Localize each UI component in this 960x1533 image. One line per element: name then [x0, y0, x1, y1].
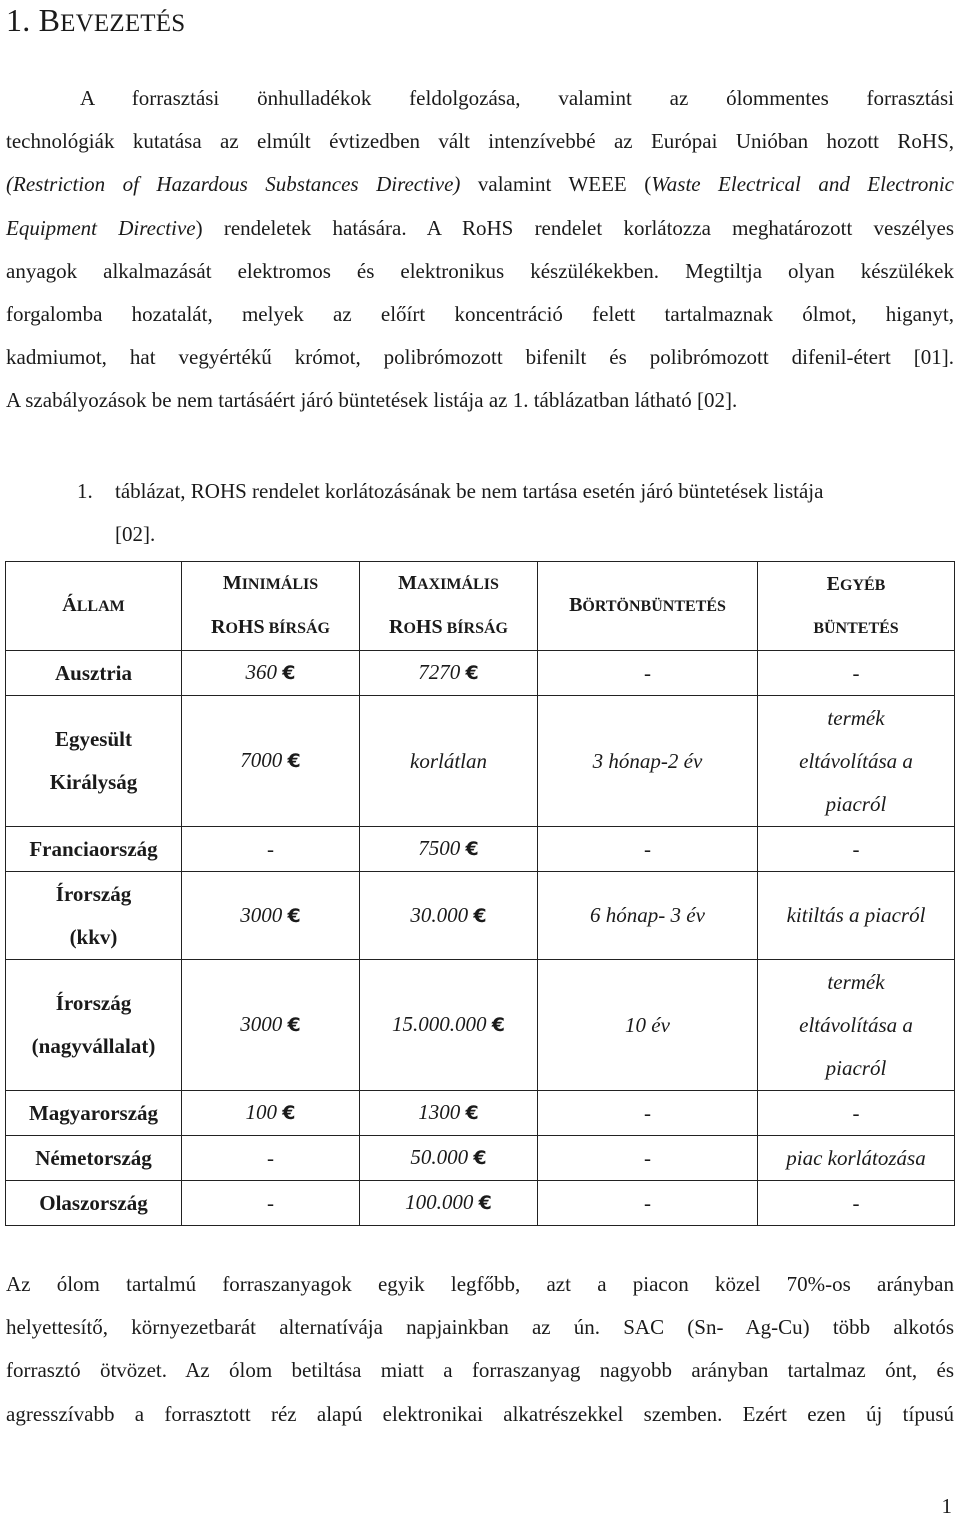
cell-min-fine: 3000 € [182, 872, 360, 960]
header-other: EGYÉB BÜNTETÉS [758, 562, 955, 651]
header-max-fine: MAXIMÁLIS ROHS BÍRSÁG [360, 562, 538, 651]
header-min-fine: MINIMÁLIS ROHS BÍRSÁG [182, 562, 360, 651]
page-number: 1 [941, 1494, 952, 1518]
cell-country: Írország (nagyvállalat) [6, 960, 182, 1091]
penalties-table [5, 561, 955, 1226]
heading-number: 1. [6, 2, 31, 38]
euro-icon: € [287, 1014, 301, 1036]
euro-icon: € [282, 1102, 296, 1124]
intro-paragraph [6, 77, 954, 423]
euro-icon: € [478, 1192, 492, 1214]
intro-line-5: anyagok alkalmazását elektromos és elektronikus készülékekben. Megtiltja olyan készülékek [6, 258, 954, 283]
cell-other: - [758, 1091, 955, 1136]
euro-icon: € [282, 662, 296, 684]
heading-rest: EVEZETÉS [60, 10, 186, 37]
euro-icon: € [465, 662, 479, 684]
cell-country: Olaszország [6, 1181, 182, 1226]
intro-line-3-plain: valamint WEEE ( [460, 172, 652, 197]
table-row [6, 872, 955, 960]
table-row [6, 1136, 955, 1181]
cell-other: - [758, 651, 955, 696]
table-caption [77, 470, 957, 556]
section-heading [6, 0, 185, 44]
table-row [6, 960, 955, 1091]
cell-other: termék eltávolítása a piacról [758, 960, 955, 1091]
cell-min-fine: - [182, 1136, 360, 1181]
header-state: ÁLLAM [6, 562, 182, 651]
closing-line-4: agresszívabb a forrasztott réz alapú elektronikai alkatrészekkel szemben. Ezért ezen új típusú [6, 1401, 954, 1426]
intro-line-4-plain: ) rendeletek hatására. A RoHS rendelet korlátozza meghatározott veszélyes [195, 215, 954, 240]
euro-icon: € [491, 1014, 505, 1036]
table-row [6, 1181, 955, 1226]
table-header-row [6, 562, 955, 651]
cell-country: Magyarország [6, 1091, 182, 1136]
euro-icon: € [473, 1147, 487, 1169]
cell-prison: - [538, 827, 758, 872]
cell-prison: 6 hónap- 3 év [538, 872, 758, 960]
table-row [6, 827, 955, 872]
euro-icon: € [287, 904, 301, 927]
header-prison: BÖRTÖNBÜNTETÉS [538, 562, 758, 651]
table-row [6, 1091, 955, 1136]
cell-min-fine: 100 € [182, 1091, 360, 1136]
caption-text-line-2: [02]. [115, 522, 156, 546]
cell-prison: - [538, 1136, 758, 1181]
euro-icon: € [465, 838, 479, 860]
table-row [6, 651, 955, 696]
closing-line-1: Az ólom tartalmú forraszanyagok egyik legfőbb, azt a piacon közel 70%-os arányban [6, 1272, 954, 1296]
euro-icon: € [473, 904, 487, 927]
cell-max-fine: korlátlan [360, 696, 538, 827]
intro-line-3 [6, 163, 954, 206]
cell-max-fine: 7270 € [360, 651, 538, 696]
cell-min-fine: 360 € [182, 651, 360, 696]
table-row [6, 696, 955, 827]
cell-min-fine: - [182, 1181, 360, 1226]
intro-line-4 [6, 207, 954, 250]
cell-max-fine: 30.000 € [360, 872, 538, 960]
cell-other: termék eltávolítása a piacról [758, 696, 955, 827]
cell-other: - [758, 1181, 955, 1226]
euro-icon: € [465, 1102, 479, 1124]
caption-number: 1. [77, 479, 93, 503]
cell-min-fine: 3000 € [182, 960, 360, 1091]
intro-line-1: A forrasztási önhulladékok feldolgozása, valamint az ólommentes forrasztási [80, 86, 954, 110]
cell-country: Franciaország [6, 827, 182, 872]
cell-max-fine: 100.000 € [360, 1181, 538, 1226]
closing-line-3: forrasztó ötvözet. Az ólom betiltása miatt a forraszanyag nagyobb arányban tartalmaz ónt, és [6, 1358, 954, 1383]
cell-max-fine: 1300 € [360, 1091, 538, 1136]
intro-line-3-italic-a: (Restriction of Hazardous Substances Directive) [6, 172, 461, 197]
cell-max-fine: 50.000 € [360, 1136, 538, 1181]
cell-prison: - [538, 651, 758, 696]
euro-icon: € [287, 750, 301, 772]
cell-prison: - [538, 1091, 758, 1136]
heading-first-letter: B [38, 2, 61, 38]
cell-other: piac korlátozása [758, 1136, 955, 1181]
intro-line-3-italic-b: Waste Electrical and Electronic [651, 172, 954, 197]
intro-line-4-italic: Equipment Directive [6, 215, 196, 240]
cell-other: - [758, 827, 955, 872]
cell-country: Németország [6, 1136, 182, 1181]
cell-country: Egyesült Királyság [6, 696, 182, 827]
intro-line-7: kadmiumot, hat vegyértékű krómot, polibrómozott bifenilt és polibrómozott difenil-étert [01]. [6, 345, 954, 370]
cell-country: Írország (kkv) [6, 872, 182, 960]
cell-prison: 3 hónap-2 év [538, 696, 758, 827]
cell-min-fine: - [182, 827, 360, 872]
cell-max-fine: 7500 € [360, 827, 538, 872]
closing-line-2: helyettesítő, környezetbarát alternatívája napjainkban az ún. SAC (Sn- Ag-Cu) több alkotós [6, 1315, 954, 1340]
closing-paragraph [6, 1263, 954, 1436]
intro-line-8: A szabályozások be nem tartásáért járó büntetések listája az 1. táblázatban látható [02]. [6, 388, 738, 413]
intro-line-2: technológiák kutatása az elmúlt évtizedben vált intenzívebbé az Európai Unióban hozott RoHS, [6, 129, 954, 154]
intro-line-6: forgalomba hozatalát, melyek az előírt koncentráció felett tartalmaznak ólmot, higanyt, [6, 301, 954, 326]
cell-max-fine: 15.000.000 € [360, 960, 538, 1091]
cell-min-fine: 7000 € [182, 696, 360, 827]
cell-other: kitiltás a piacról [758, 872, 955, 960]
cell-prison: 10 év [538, 960, 758, 1091]
cell-prison: - [538, 1181, 758, 1226]
caption-text-line-1: táblázat, ROHS rendelet korlátozásának be nem tartása esetén járó büntetések listája [115, 479, 824, 503]
cell-country: Ausztria [6, 651, 182, 696]
